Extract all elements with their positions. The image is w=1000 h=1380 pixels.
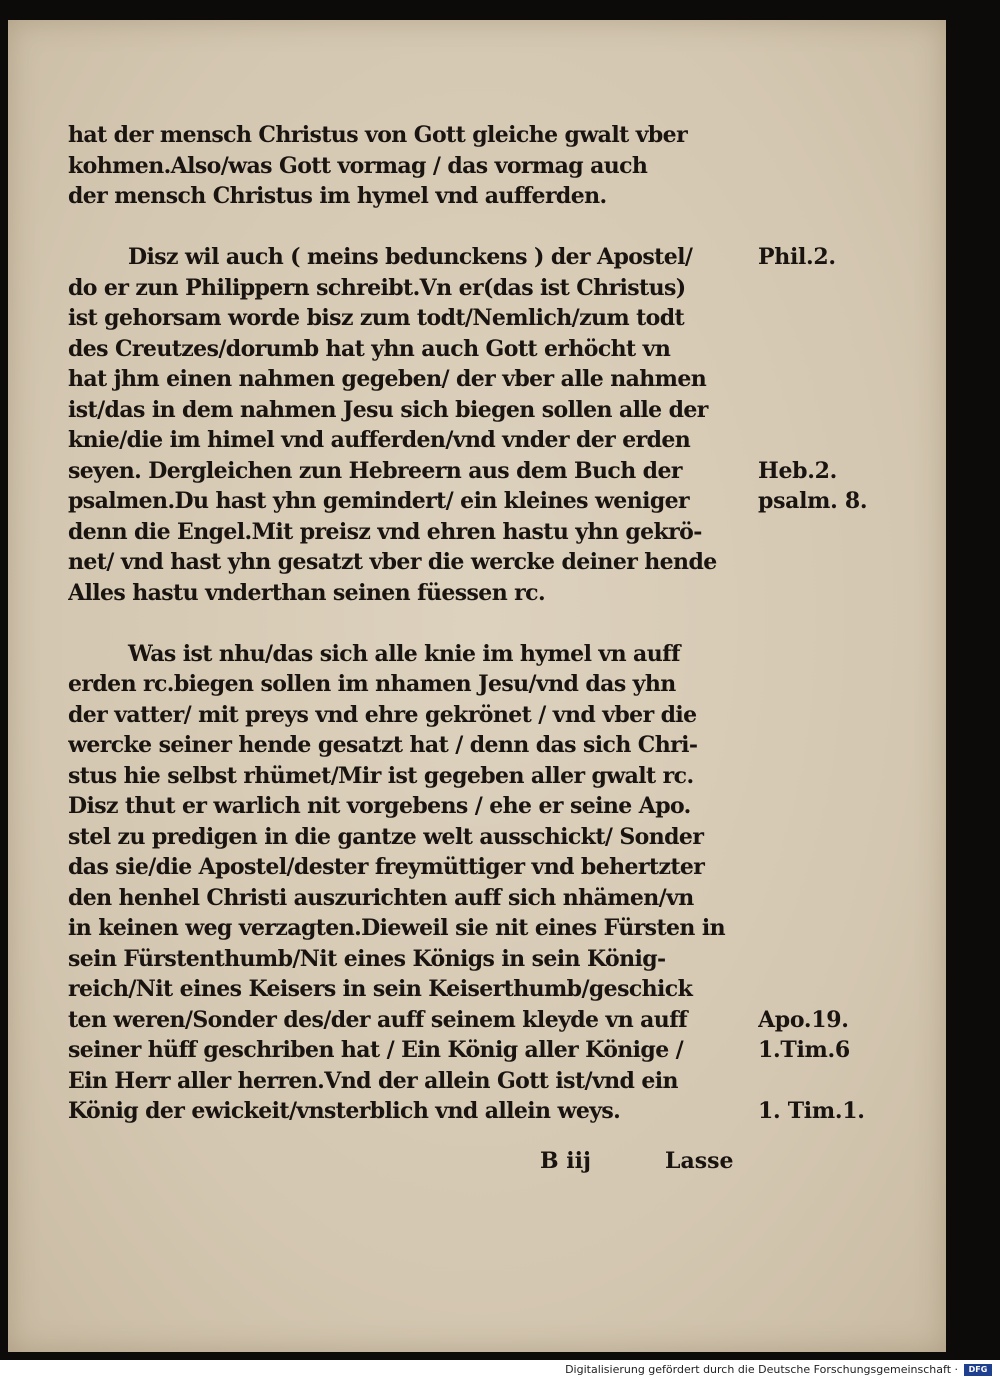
line-text: König der ewickeit/vnsterblich vnd allein weys. xyxy=(68,1098,621,1124)
text-line xyxy=(68,883,948,914)
marginal-note: psalm. 8. xyxy=(758,488,868,514)
text-line xyxy=(68,700,948,731)
line-text: in keinen weg verzagten.Dieweil sie nit eines Fürsten in xyxy=(68,915,726,941)
text-line xyxy=(68,730,948,761)
line-text: knie/die im himel vnd aufferden/vnd vnder der erden xyxy=(68,427,691,453)
line-text: denn die Engel.Mit preisz vnd ehren hastu yhn gekrö- xyxy=(68,518,702,545)
line-text: wercke seiner hende gesatzt hat / denn das sich Chri- xyxy=(68,732,698,758)
text-line xyxy=(68,303,948,334)
text-line xyxy=(68,974,948,1005)
line-text: hat jhm einen nahmen gegeben/ der vber alle nahmen xyxy=(68,366,707,392)
line-text: Disz thut er warlich nit vorgebens / ehe er seine Apo. xyxy=(68,793,691,819)
text-line xyxy=(68,425,948,456)
text-line xyxy=(68,120,948,151)
line-text: psalmen.Du hast yhn gemindert/ ein kleines weniger xyxy=(68,488,690,514)
text-line xyxy=(68,242,948,273)
line-text: ist gehorsam worde bisz zum todt/Nemlich/zum todt xyxy=(68,305,685,331)
marginal-note: Heb.2. xyxy=(758,457,837,484)
marginal-note: Phil.2. xyxy=(758,244,836,270)
footer-credit: Digitalisierung gefördert durch die Deutsche Forschungsgemeinschaft · xyxy=(565,1363,958,1376)
text-line xyxy=(68,608,948,639)
text-line xyxy=(68,761,948,792)
text-line xyxy=(68,334,948,365)
text-line xyxy=(68,822,948,853)
line-text: seyen. Dergleichen zun Hebreern aus dem Buch der xyxy=(68,457,682,484)
line-text: do er zun Philippern schreibt.Vn er(das ist Christus) xyxy=(68,274,686,301)
line-text: Was ist nhu/das sich alle knie im hymel vn auff xyxy=(128,640,680,667)
line-text: stel zu predigen in die gantze welt ausschickt/ Sonder xyxy=(68,823,704,850)
marginal-note: 1.Tim.6 xyxy=(758,1037,850,1063)
text-line xyxy=(68,547,948,578)
text-line xyxy=(68,1096,948,1127)
signature-mark: B iij xyxy=(540,1148,591,1174)
text-line xyxy=(68,639,948,670)
line-text: Disz wil auch ( meins bedunckens ) der Apostel/ xyxy=(128,244,693,270)
text-line xyxy=(68,1005,948,1036)
text-line xyxy=(68,944,948,975)
text-line xyxy=(68,578,948,609)
text-line xyxy=(68,1035,948,1066)
line-text: hat der mensch Christus von Gott gleiche gwalt vber xyxy=(68,122,688,148)
text-line xyxy=(68,913,948,944)
text-line xyxy=(68,212,948,243)
text-line xyxy=(68,456,948,487)
text-line xyxy=(68,791,948,822)
text-line xyxy=(68,151,948,182)
line-text: kohmen.Also/was Gott vormag / das vormag auch xyxy=(68,152,648,179)
text-line xyxy=(68,517,948,548)
line-text: stus hie selbst rhümet/Mir ist gegeben aller gwalt rc. xyxy=(68,762,694,789)
line-text: das sie/die Apostel/dester freymüttiger vnd behertzter xyxy=(68,854,705,880)
line-text: ist/das in dem nahmen Jesu sich biegen sollen alle der xyxy=(68,396,708,423)
dfg-logo-icon: DFG xyxy=(964,1364,992,1376)
text-line xyxy=(68,486,948,517)
line-text: reich/Nit eines Keisers in sein Keiserthumb/geschick xyxy=(68,976,693,1002)
line-text: seiner hüff geschriben hat / Ein König aller Könige / xyxy=(68,1037,684,1063)
marginal-note: Apo.19. xyxy=(758,1006,849,1033)
text-line xyxy=(68,364,948,395)
text-line xyxy=(68,181,948,212)
marginal-note: 1. Tim.1. xyxy=(758,1098,865,1124)
book-page xyxy=(8,20,946,1352)
footer-bar xyxy=(0,1360,1000,1380)
line-text: erden rc.biegen sollen im nhamen Jesu/vnd das yhn xyxy=(68,671,676,697)
text-line xyxy=(68,1066,948,1097)
text-line xyxy=(68,395,948,426)
catchword: Lasse xyxy=(665,1148,734,1174)
text-block xyxy=(68,120,948,1127)
line-text: Alles hastu vnderthan seinen füessen rc. xyxy=(68,579,546,606)
text-line xyxy=(68,273,948,304)
line-text: Ein Herr aller herren.Vnd der allein Gott ist/vnd ein xyxy=(68,1067,678,1094)
line-text: sein Fürstenthumb/Nit eines Königs in sein König- xyxy=(68,945,666,972)
text-line xyxy=(68,669,948,700)
line-text: net/ vnd hast yhn gesatzt vber die wercke deiner hende xyxy=(68,549,717,575)
line-text: ten weren/Sonder des/der auff seinem kleyde vn auff xyxy=(68,1006,687,1033)
line-text: der vatter/ mit preys vnd ehre gekrönet / vnd vber die xyxy=(68,701,697,728)
line-text: den henhel Christi auszurichten auff sich nhämen/vn xyxy=(68,884,694,911)
text-line xyxy=(68,852,948,883)
line-text: der mensch Christus im hymel vnd aufferden. xyxy=(68,183,607,209)
line-text: des Creutzes/dorumb hat yhn auch Gott erhöcht vn xyxy=(68,335,671,362)
